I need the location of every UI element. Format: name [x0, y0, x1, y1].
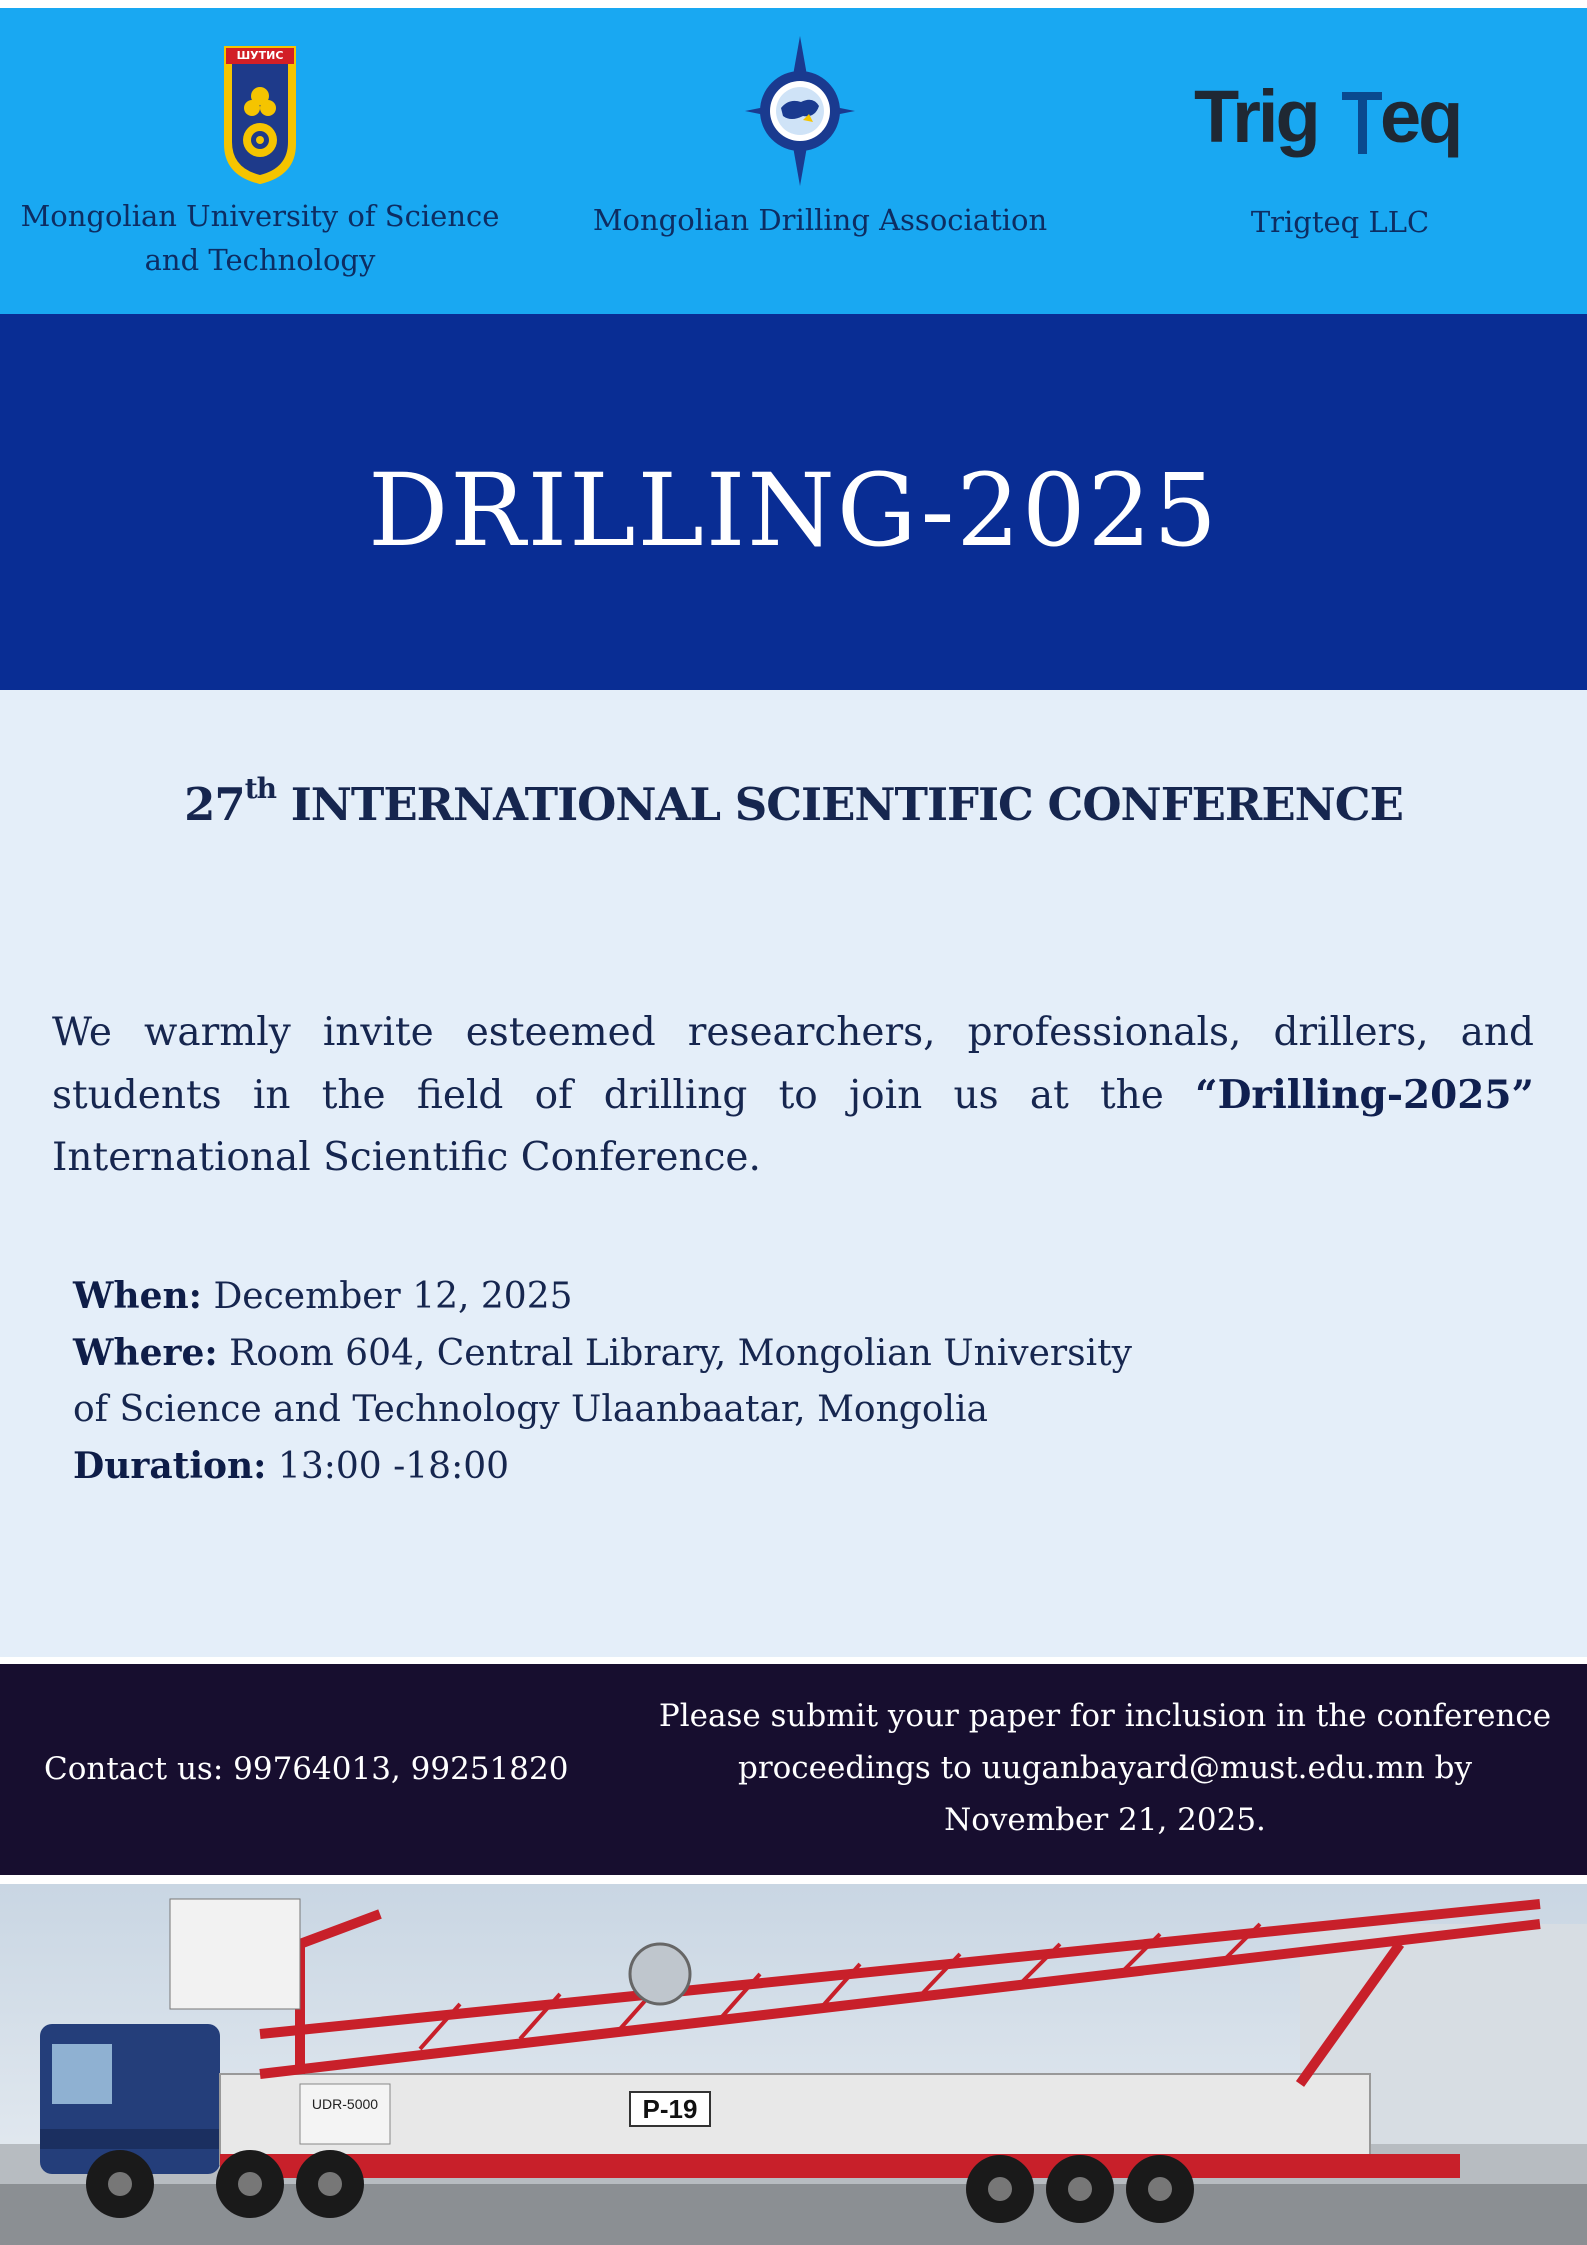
duration-value: 13:00 -18:00: [277, 1446, 510, 1487]
trigteq-wordmark-logo: [1194, 78, 1464, 168]
detail-where: [73, 1325, 1173, 1382]
invitation-text-before: We warmly invite esteemed researchers, professionals, drillers, and students in the field of drilling to join us at the: [52, 1010, 1534, 1118]
must-logo-text: ШУТИС: [236, 49, 284, 62]
detail-duration: [73, 1438, 1173, 1495]
mda-compass-logo: [745, 36, 855, 186]
organizers-header: [0, 8, 1587, 314]
org-mda: [560, 8, 1080, 314]
org-must-name: [0, 194, 520, 282]
when-label: When:: [73, 1275, 202, 1317]
org-trigteq: [1120, 8, 1560, 314]
detail-when: [73, 1268, 1173, 1325]
truck-cab: [40, 2024, 220, 2174]
conference-ordinal-suffix: th: [244, 772, 277, 805]
submission-line1: Please submit your paper for inclusion in the conference: [658, 1698, 1552, 1734]
submission-line2: proceedings to uuganbayard@must.edu.mn by: [737, 1750, 1473, 1786]
title-banner: [0, 314, 1587, 690]
invitation-paragraph: [52, 1002, 1534, 1189]
contact-footer: [0, 1664, 1587, 1875]
org-must: [0, 8, 520, 314]
invitation-text-after: International Scientific Conference.: [52, 1135, 761, 1180]
conference-heading-text: INTERNATIONAL SCIENTIFIC CONFERENCE: [290, 778, 1403, 831]
event-details: [73, 1268, 1173, 1495]
must-shield-logo: [222, 44, 298, 186]
submission-line3: November 21, 2025.: [944, 1802, 1266, 1838]
invitation-body: [0, 690, 1587, 1657]
where-label: Where:: [73, 1332, 218, 1374]
conference-heading: [0, 772, 1587, 831]
invitation-highlight: “Drilling-2025”: [1195, 1072, 1534, 1118]
drilling-rig-photo: [0, 1884, 1587, 2245]
duration-label: Duration:: [73, 1445, 267, 1487]
submission-notice: [640, 1690, 1570, 1846]
contact-phones: Contact us: 99764013, 99251820: [44, 1751, 569, 1787]
rig-cab-plate: UDR-5000: [311, 2096, 379, 2112]
drilling-rig-illustration: [0, 1884, 1587, 2245]
org-mda-name: Mongolian Drilling Association: [592, 203, 1048, 237]
svg-text:Trig: Trig: [1194, 78, 1318, 158]
event-title: DRILLING-2025: [368, 452, 1219, 569]
rig-number-label: Р-19: [642, 2094, 698, 2124]
when-value: December 12, 2025: [213, 1276, 573, 1317]
where-line1: Room 604, Central Library, Mongolian University: [229, 1333, 1132, 1374]
org-trigteq-name: Trigteq LLC: [1250, 205, 1430, 239]
where-line2: of Science and Technology Ulaanbaatar, Mongolia: [73, 1389, 988, 1430]
org-must-name-line2: and Technology: [144, 243, 376, 277]
svg-text:eq: eq: [1380, 78, 1461, 158]
conference-ordinal: 27: [184, 778, 245, 831]
org-must-name-line1: Mongolian University of Science: [20, 199, 500, 233]
